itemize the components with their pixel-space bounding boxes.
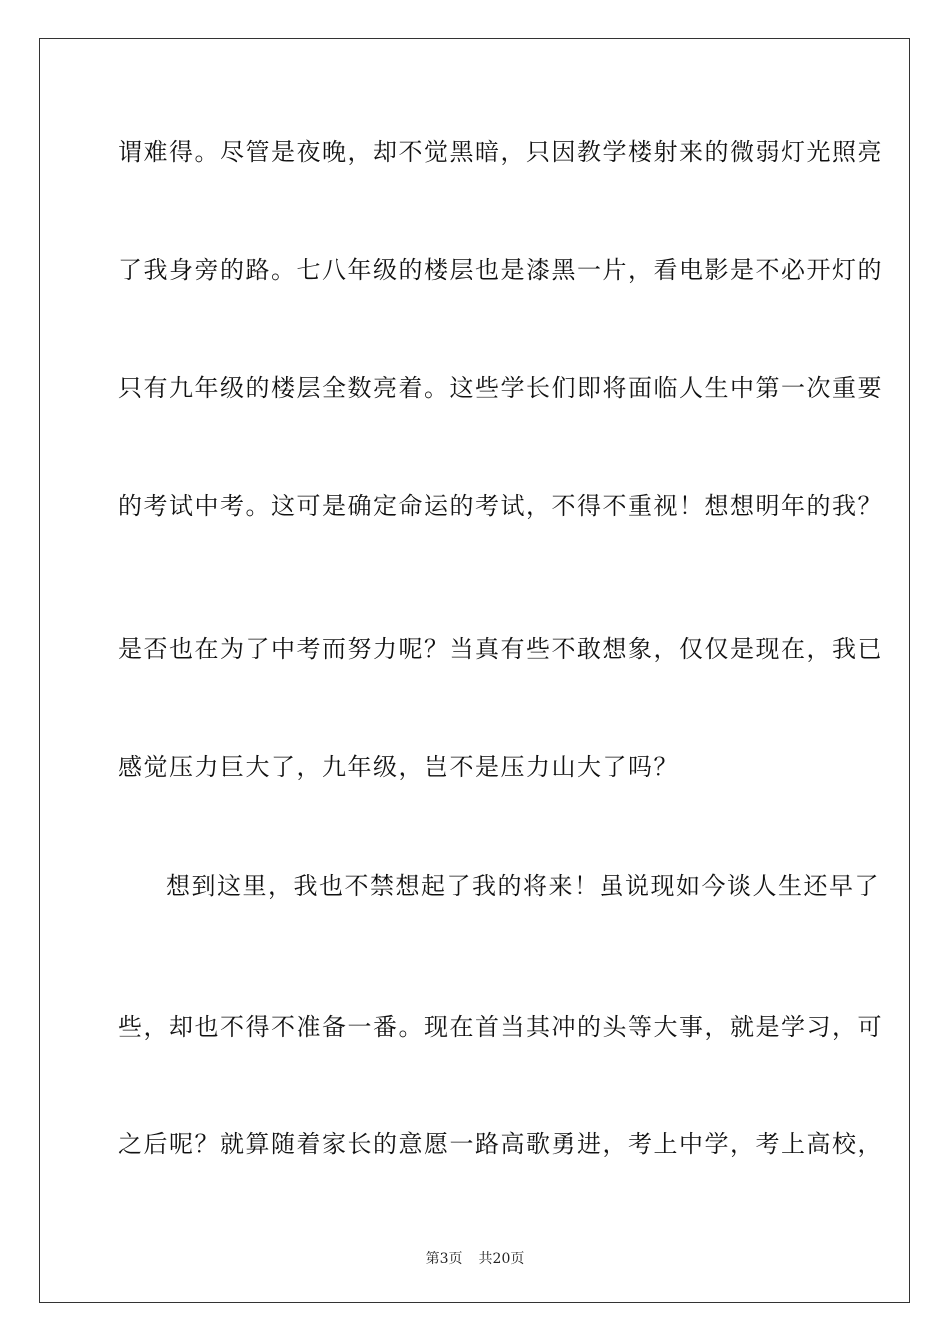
text-line: 是否也在为了中考而努力呢？当真有些不敢想象，仅仅是现在，我已: [118, 635, 883, 663]
text-line: 些，却也不得不准备一番。现在首当其冲的头等大事，就是学习，可: [118, 1013, 883, 1041]
text-line: 只有九年级的楼层全数亮着。这些学长们即将面临人生中第一次重要: [118, 374, 883, 402]
page-total: 共20页: [478, 1251, 525, 1267]
page-footer: [0, 1248, 950, 1268]
paragraph-first-line: 想到这里，我也不禁想起了我的将来！虽说现如今谈人生还早了: [166, 872, 880, 900]
text-line: 感觉压力巨大了，九年级，岂不是压力山大了吗？: [118, 753, 679, 781]
page-number: 第3页: [425, 1251, 463, 1267]
text-line: 的考试中考。这可是确定命运的考试，不得不重视！想想明年的我？: [118, 492, 883, 520]
text-line: 了我身旁的路。七八年级的楼层也是漆黑一片，看电影是不必开灯的: [118, 256, 883, 284]
text-line: 谓难得。尽管是夜晚，却不觉黑暗，只因教学楼射来的微弱灯光照亮: [118, 138, 883, 166]
page-border: [39, 38, 910, 1303]
text-line: 之后呢？就算随着家长的意愿一路高歌勇进，考上中学，考上高校，: [118, 1130, 883, 1158]
